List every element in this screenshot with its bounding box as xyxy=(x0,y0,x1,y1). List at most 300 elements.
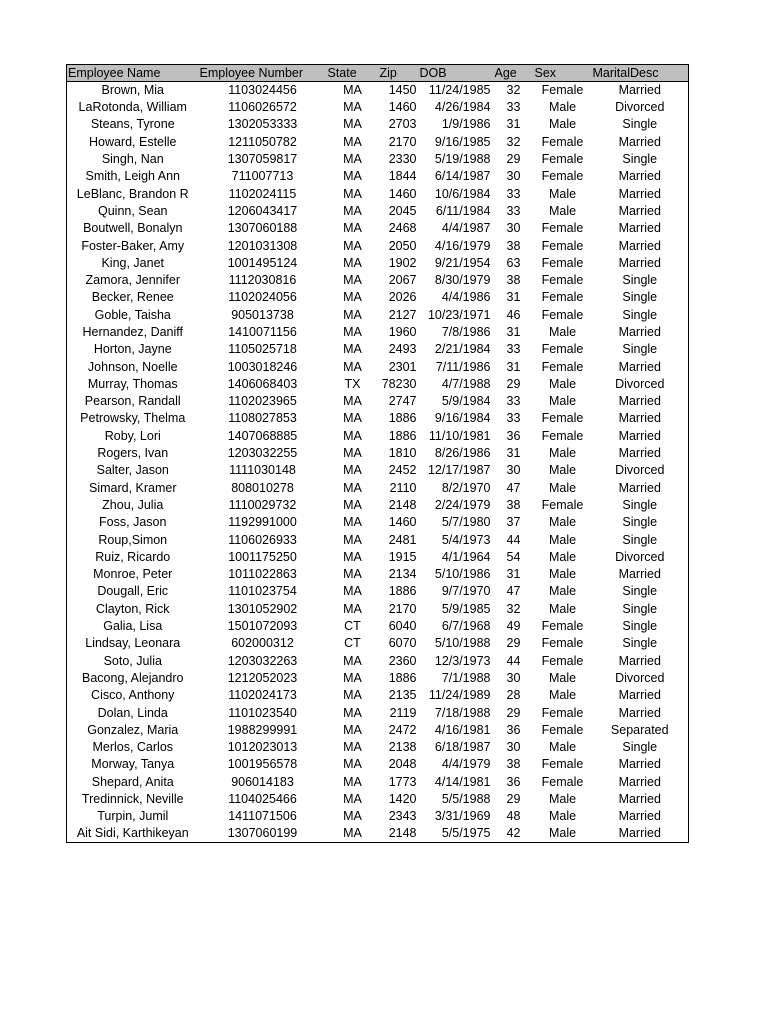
age-cell: 36 xyxy=(506,774,521,789)
zip-cell: 2148 xyxy=(379,825,419,843)
zip-cell: 2330 xyxy=(388,152,417,167)
table-row xyxy=(67,531,689,548)
sex-cell: Female xyxy=(541,653,584,668)
employee-number-cell: 1112030816 xyxy=(228,273,297,288)
age-cell: 31 xyxy=(506,446,521,461)
employee-number-cell: 1988299991 xyxy=(227,722,298,737)
table-row xyxy=(67,808,689,825)
state-cell: MA xyxy=(343,221,362,236)
zip-cell: 2343 xyxy=(388,809,417,824)
table-row xyxy=(67,687,689,704)
table-row xyxy=(67,324,689,341)
sex-cell: Female xyxy=(541,774,584,789)
zip-cell: 2050 xyxy=(388,238,417,253)
employee-number-cell: 1212052023 xyxy=(227,670,298,685)
zip-cell: 2170 xyxy=(388,134,417,149)
employee-number-cell: 1307060188 xyxy=(227,221,298,236)
employee-name-cell: Roby, Lori xyxy=(67,428,199,445)
state-cell: MA xyxy=(343,480,362,495)
age-cell: 31 xyxy=(506,359,521,374)
dob-cell: 5/5/1975 xyxy=(419,825,494,843)
sex-cell: Male xyxy=(534,825,592,843)
state-cell: MA xyxy=(343,238,362,253)
sex-cell: Male xyxy=(548,117,577,132)
marital-desc-cell: Married xyxy=(592,134,689,151)
employee-number-cell: 1201031308 xyxy=(227,238,298,253)
state-cell: MA xyxy=(343,100,362,115)
sex-cell: Male xyxy=(548,740,577,755)
age-cell: 29 xyxy=(506,152,521,167)
employee-name-cell: Salter, Jason xyxy=(67,462,199,479)
marital-desc-cell: Married xyxy=(592,203,689,220)
marital-desc-cell: Married xyxy=(592,237,689,254)
age-cell: 29 xyxy=(506,636,521,651)
age-cell: 44 xyxy=(506,653,521,668)
sex-cell: Female xyxy=(541,169,584,184)
table-row xyxy=(67,549,689,566)
employee-number-cell: 905013738 xyxy=(231,307,294,322)
table-row xyxy=(67,566,689,583)
employee-name-cell: King, Janet xyxy=(67,255,199,272)
employee-number-cell: 1102023965 xyxy=(228,394,297,409)
dob-cell: 11/10/1981 xyxy=(428,428,491,443)
age-cell: 38 xyxy=(506,273,521,288)
employee-name-cell: Singh, Nan xyxy=(67,151,199,168)
employee-name-cell: Brown, Mia xyxy=(67,82,199,100)
state-cell: MA xyxy=(343,463,362,478)
dob-cell: 6/11/1984 xyxy=(435,203,491,218)
employee-number-cell: 1111030148 xyxy=(229,463,296,478)
employee-name-cell: Monroe, Peter xyxy=(67,566,199,583)
zip-cell: 2481 xyxy=(388,532,417,547)
table-row xyxy=(67,272,689,289)
employee-number-cell: 1203032263 xyxy=(227,653,298,668)
age-cell: 63 xyxy=(506,255,521,270)
age-cell: 30 xyxy=(506,463,521,478)
dob-cell: 4/1/1964 xyxy=(441,549,491,564)
zip-cell: 2360 xyxy=(388,653,417,668)
age-cell: 47 xyxy=(506,480,521,495)
state-cell: MA xyxy=(343,670,362,685)
employee-name-cell: Dolan, Linda xyxy=(67,704,199,721)
table-row xyxy=(67,774,689,791)
employee-name-cell: Rogers, Ivan xyxy=(67,445,199,462)
marital-desc-cell: Married xyxy=(592,808,689,825)
zip-cell: 2127 xyxy=(388,307,417,322)
sex-cell: Male xyxy=(548,549,577,564)
table-row xyxy=(67,618,689,635)
employee-name-cell: Horton, Jayne xyxy=(67,341,199,358)
employee-number-cell: 1302053333 xyxy=(227,117,298,132)
age-cell: 38 xyxy=(506,238,521,253)
marital-desc-cell: Married xyxy=(592,185,689,202)
age-cell: 31 xyxy=(506,290,521,305)
sex-cell: Female xyxy=(541,619,584,634)
dob-cell: 2/21/1984 xyxy=(434,342,491,357)
zip-cell: 2119 xyxy=(389,705,417,720)
marital-desc-cell: Single xyxy=(592,497,689,514)
sex-cell: Male xyxy=(548,325,577,339)
sex-cell: Female xyxy=(541,273,584,288)
marital-desc-cell: Single xyxy=(592,272,689,289)
employee-name-cell: Goble, Taisha xyxy=(67,307,199,324)
employee-name-cell: Turpin, Jumil xyxy=(67,808,199,825)
age-cell: 38 xyxy=(506,757,521,772)
dob-cell: 4/4/1979 xyxy=(441,757,491,772)
employee-number-cell: 1103024456 xyxy=(228,83,297,97)
table-row xyxy=(67,255,689,272)
table-row xyxy=(67,289,689,306)
table-row xyxy=(67,653,689,670)
age-cell: 44 xyxy=(506,532,521,547)
zip-cell: 1886 xyxy=(388,411,417,426)
table-row xyxy=(67,151,689,168)
age-cell: 48 xyxy=(506,809,521,824)
sex-cell: Male xyxy=(548,688,577,703)
state-cell: MA xyxy=(343,515,362,530)
marital-desc-cell: Married xyxy=(592,825,689,843)
dob-cell: 5/19/1988 xyxy=(434,152,491,167)
marital-desc-cell: Single xyxy=(592,583,689,600)
employee-name-cell: LeBlanc, Brandon R xyxy=(67,185,199,202)
zip-cell: 1773 xyxy=(388,774,417,789)
table-row xyxy=(67,358,689,375)
zip-cell: 2468 xyxy=(388,221,417,236)
dob-cell: 12/17/1987 xyxy=(427,463,491,478)
header-age: Age xyxy=(494,65,534,82)
zip-cell: 2472 xyxy=(388,722,417,737)
marital-desc-cell: Married xyxy=(592,774,689,791)
state-cell: MA xyxy=(343,428,362,443)
state-cell: MA xyxy=(343,325,362,339)
state-cell: MA xyxy=(343,134,362,149)
employee-name-cell: Roup,Simon xyxy=(67,531,199,548)
age-cell: 42 xyxy=(494,825,534,843)
employee-number-cell: 1211050782 xyxy=(228,134,297,149)
sex-cell: Female xyxy=(541,238,584,253)
marital-desc-cell: Married xyxy=(592,428,689,445)
table-row xyxy=(67,116,689,133)
employee-number-cell: 1411071506 xyxy=(228,809,297,824)
state-cell: MA xyxy=(343,446,362,461)
state-cell: MA xyxy=(343,273,362,288)
table-body xyxy=(67,82,689,843)
marital-desc-cell: Single xyxy=(592,601,689,618)
zip-cell: 1420 xyxy=(388,792,417,807)
employee-number-cell: 1407068885 xyxy=(227,428,298,443)
table-row xyxy=(67,704,689,721)
age-cell: 33 xyxy=(506,100,521,115)
zip-cell: 78230 xyxy=(381,376,417,391)
zip-cell: 1450 xyxy=(388,83,417,97)
table-row xyxy=(67,756,689,773)
employee-number-cell: 1108027853 xyxy=(228,411,297,426)
dob-cell: 4/16/1979 xyxy=(434,238,491,253)
zip-cell: 2452 xyxy=(388,463,417,478)
employee-number-cell: 602000312 xyxy=(231,636,294,651)
zip-cell: 1844 xyxy=(388,169,417,184)
age-cell: 47 xyxy=(506,584,521,599)
employee-name-cell: Cisco, Anthony xyxy=(67,687,199,704)
employee-name-cell: LaRotonda, William xyxy=(67,99,199,116)
state-cell: MA xyxy=(343,394,362,409)
state-cell: MA xyxy=(343,567,362,582)
dob-cell: 10/6/1984 xyxy=(434,186,491,201)
marital-desc-cell: Single xyxy=(592,151,689,168)
state-cell: MA xyxy=(343,307,362,322)
marital-desc-cell: Married xyxy=(592,324,689,341)
zip-cell: 2138 xyxy=(388,740,417,755)
table-row xyxy=(67,635,689,652)
sex-cell: Male xyxy=(548,394,577,409)
dob-cell: 1/9/1986 xyxy=(441,117,491,132)
age-cell: 54 xyxy=(506,549,521,564)
state-cell: MA xyxy=(343,342,362,357)
zip-cell: 1460 xyxy=(388,100,417,115)
employee-number-cell: 1301052902 xyxy=(227,601,298,616)
state-cell: MA xyxy=(343,809,362,824)
table-row xyxy=(67,825,689,843)
age-cell: 33 xyxy=(506,342,521,357)
marital-desc-cell: Married xyxy=(592,756,689,773)
table-row xyxy=(67,583,689,600)
employee-number-cell: 711007713 xyxy=(231,169,294,184)
table-row xyxy=(67,739,689,756)
header-sex: Sex xyxy=(534,65,592,82)
state-cell: MA xyxy=(343,497,362,512)
zip-cell: 1915 xyxy=(388,549,417,564)
sex-cell: Female xyxy=(541,497,584,512)
employee-number-cell: 1206043417 xyxy=(227,203,298,218)
employee-number-cell: 1001175250 xyxy=(228,549,297,564)
header-row xyxy=(67,65,689,82)
employee-table xyxy=(66,64,689,843)
employee-number-cell: 1001956578 xyxy=(227,757,298,772)
zip-cell: 2148 xyxy=(388,497,417,512)
zip-cell: 2026 xyxy=(388,290,417,305)
employee-number-cell: 1106026572 xyxy=(228,100,297,115)
zip-cell: 2170 xyxy=(388,601,417,616)
age-cell: 29 xyxy=(506,792,521,807)
marital-desc-cell: Single xyxy=(592,116,689,133)
marital-desc-cell: Married xyxy=(592,410,689,427)
marital-desc-cell: Divorced xyxy=(592,99,689,116)
table-row xyxy=(67,99,689,116)
employee-number-cell: 1102024115 xyxy=(228,186,297,201)
zip-cell: 1460 xyxy=(388,515,417,530)
marital-desc-cell: Divorced xyxy=(592,376,689,393)
state-cell: MA xyxy=(343,203,362,218)
marital-desc-cell: Divorced xyxy=(592,462,689,479)
marital-desc-cell: Single xyxy=(592,618,689,635)
age-cell: 30 xyxy=(506,740,521,755)
dob-cell: 9/21/1954 xyxy=(434,255,491,270)
sex-cell: Female xyxy=(541,290,584,305)
table-row xyxy=(67,791,689,808)
marital-desc-cell: Single xyxy=(592,307,689,324)
zip-cell: 1960 xyxy=(388,325,417,339)
dob-cell: 10/23/1971 xyxy=(427,307,491,322)
dob-cell: 5/9/1984 xyxy=(441,394,491,409)
zip-cell: 2493 xyxy=(388,342,417,357)
employee-name-cell: Boutwell, Bonalyn xyxy=(67,220,199,237)
table-row xyxy=(67,428,689,445)
marital-desc-cell: Married xyxy=(592,791,689,808)
sex-cell: Male xyxy=(548,567,577,582)
zip-cell: 2703 xyxy=(388,117,417,132)
table-row xyxy=(67,168,689,185)
zip-cell: 6070 xyxy=(388,636,417,651)
table-row xyxy=(67,203,689,220)
marital-desc-cell: Married xyxy=(592,566,689,583)
dob-cell: 4/14/1981 xyxy=(434,774,491,789)
employee-name-cell: Murray, Thomas xyxy=(67,376,199,393)
sex-cell: Female xyxy=(541,636,584,651)
state-cell: MA xyxy=(327,825,379,843)
sex-cell: Female xyxy=(541,705,584,720)
employee-number-cell: 1102024173 xyxy=(228,688,297,703)
age-cell: 33 xyxy=(506,394,521,409)
employee-name-cell: Ruiz, Ricardo xyxy=(67,549,199,566)
state-cell: MA xyxy=(343,411,362,426)
age-cell: 36 xyxy=(506,428,521,443)
table-row xyxy=(67,82,689,100)
employee-name-cell: Ait Sidi, Karthikeyan xyxy=(67,825,199,843)
employee-name-cell: Shepard, Anita xyxy=(67,774,199,791)
state-cell: MA xyxy=(343,549,362,564)
sex-cell: Male xyxy=(548,670,577,685)
dob-cell: 8/26/1986 xyxy=(434,446,491,461)
dob-cell: 7/11/1986 xyxy=(435,359,491,374)
marital-desc-cell: Married xyxy=(592,704,689,721)
marital-desc-cell: Single xyxy=(592,341,689,358)
dob-cell: 4/4/1987 xyxy=(441,221,491,236)
dob-cell: 5/4/1973 xyxy=(441,532,491,547)
header-zip: Zip xyxy=(379,65,419,82)
employee-name-cell: Smith, Leigh Ann xyxy=(67,168,199,185)
age-cell: 32 xyxy=(506,134,521,149)
employee-name-cell: Dougall, Eric xyxy=(67,583,199,600)
employee-name-cell: Soto, Julia xyxy=(67,653,199,670)
marital-desc-cell: Married xyxy=(592,393,689,410)
state-cell: CT xyxy=(344,619,361,634)
zip-cell: 2301 xyxy=(388,359,417,374)
header-dob: DOB xyxy=(419,65,494,82)
header-employee-number: Employee Number xyxy=(199,65,327,82)
table-row xyxy=(67,307,689,324)
table-row xyxy=(67,220,689,237)
employee-name-cell: Johnson, Noelle xyxy=(67,358,199,375)
zip-cell: 2110 xyxy=(389,480,417,495)
employee-number-cell: 1001495124 xyxy=(227,255,298,270)
zip-cell: 2747 xyxy=(388,394,417,409)
header-employee-name: Employee Name xyxy=(67,65,199,82)
employee-name-cell: Howard, Estelle xyxy=(67,134,199,151)
table-row xyxy=(67,601,689,618)
age-cell: 33 xyxy=(506,203,521,218)
employee-spreadsheet xyxy=(66,64,688,843)
employee-number-cell: 1501072093 xyxy=(227,619,298,634)
sex-cell: Female xyxy=(541,221,584,236)
zip-cell: 6040 xyxy=(388,619,417,634)
sex-cell: Male xyxy=(548,584,577,599)
employee-number-cell: 1011022863 xyxy=(228,567,297,582)
sex-cell: Female xyxy=(541,134,584,149)
header-state: State xyxy=(327,65,379,82)
header-marital-desc: MaritalDesc xyxy=(592,65,689,82)
marital-desc-cell: Single xyxy=(592,531,689,548)
marital-desc-cell: Single xyxy=(592,635,689,652)
employee-number-cell: 1102024056 xyxy=(228,290,297,305)
employee-name-cell: Zhou, Julia xyxy=(67,497,199,514)
sex-cell: Male xyxy=(548,100,577,115)
state-cell: MA xyxy=(343,757,362,772)
sex-cell: Male xyxy=(548,376,577,391)
employee-number-cell: 1307060199 xyxy=(199,825,327,843)
state-cell: MA xyxy=(343,186,362,201)
employee-name-cell: Foss, Jason xyxy=(67,514,199,531)
sex-cell: Male xyxy=(548,446,577,461)
employee-name-cell: Simard, Kramer xyxy=(67,480,199,497)
dob-cell: 5/10/1988 xyxy=(434,636,491,651)
marital-desc-cell: Separated xyxy=(592,722,689,739)
dob-cell: 5/10/1986 xyxy=(434,567,491,582)
dob-cell: 9/16/1984 xyxy=(434,411,491,426)
age-cell: 30 xyxy=(506,221,521,236)
marital-desc-cell: Married xyxy=(592,168,689,185)
state-cell: MA xyxy=(343,653,362,668)
state-cell: MA xyxy=(343,83,362,97)
age-cell: 33 xyxy=(506,186,521,201)
state-cell: MA xyxy=(343,255,362,270)
employee-name-cell: Tredinnick, Neville xyxy=(67,791,199,808)
state-cell: MA xyxy=(343,584,362,599)
sex-cell: Male xyxy=(548,480,577,495)
table-row xyxy=(67,514,689,531)
state-cell: MA xyxy=(343,792,362,807)
age-cell: 31 xyxy=(506,325,521,339)
table-row xyxy=(67,480,689,497)
dob-cell: 4/4/1986 xyxy=(441,290,491,305)
state-cell: MA xyxy=(343,705,362,720)
sex-cell: Male xyxy=(548,792,577,807)
dob-cell: 5/5/1988 xyxy=(441,792,491,807)
age-cell: 30 xyxy=(506,169,521,184)
zip-cell: 1886 xyxy=(388,584,417,599)
state-cell: MA xyxy=(343,722,362,737)
age-cell: 38 xyxy=(506,497,521,512)
sex-cell: Female xyxy=(541,428,584,443)
age-cell: 32 xyxy=(506,601,521,616)
table-row xyxy=(67,134,689,151)
table-row xyxy=(67,670,689,687)
employee-number-cell: 1307059817 xyxy=(227,152,298,167)
state-cell: MA xyxy=(343,359,362,374)
marital-desc-cell: Single xyxy=(592,289,689,306)
age-cell: 37 xyxy=(506,515,521,530)
employee-number-cell: 1105025718 xyxy=(228,342,297,357)
table-row xyxy=(67,185,689,202)
age-cell: 46 xyxy=(506,307,521,322)
marital-desc-cell: Single xyxy=(592,514,689,531)
state-cell: MA xyxy=(343,169,362,184)
employee-name-cell: Becker, Renee xyxy=(67,289,199,306)
table-row xyxy=(67,497,689,514)
sex-cell: Male xyxy=(548,532,577,547)
marital-desc-cell: Married xyxy=(592,220,689,237)
dob-cell: 7/1/1988 xyxy=(441,670,491,685)
age-cell: 31 xyxy=(506,117,521,132)
